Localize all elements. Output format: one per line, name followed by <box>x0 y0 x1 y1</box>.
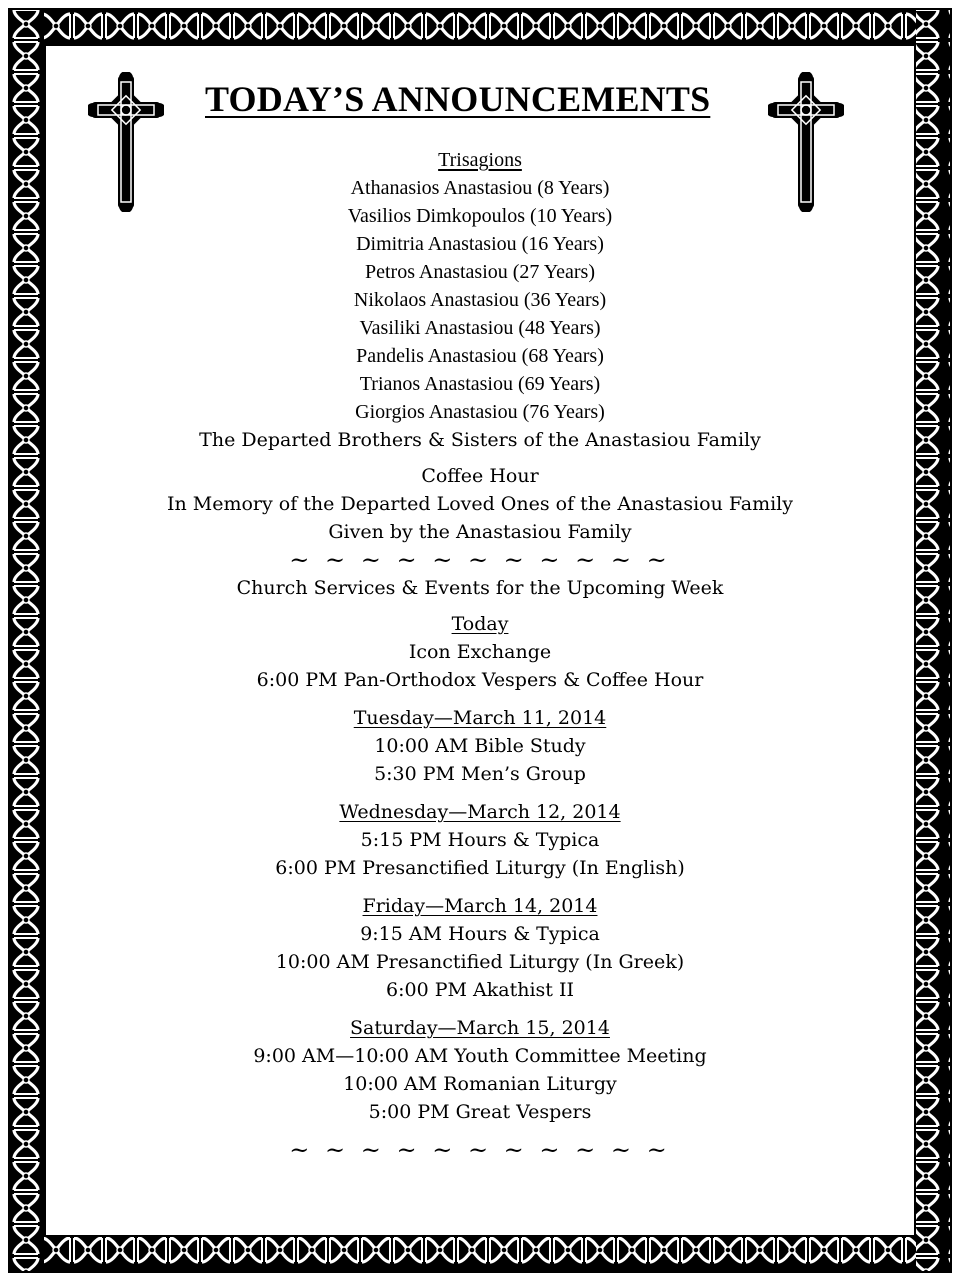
day-heading-wednesday: Wednesday—March 12, 2014 <box>339 801 621 823</box>
trisagion-name: Giorgios Anastasiou (76 Years) <box>355 401 605 423</box>
announcements-body <box>60 146 900 1164</box>
day-heading-saturday: Saturday—March 15, 2014 <box>350 1017 610 1039</box>
day-heading-today: Today <box>451 613 509 635</box>
event-line: 5:15 PM Hours & Typica <box>360 829 600 851</box>
trisagion-name: Dimitria Anastasiou (16 Years) <box>356 233 604 255</box>
coffee-hour-given-by: Given by the Anastasiou Family <box>328 521 632 543</box>
tilde-divider: ~ ~ ~ ~ ~ ~ ~ ~ ~ ~ ~ <box>289 1136 671 1164</box>
coffee-hour-memory: In Memory of the Departed Loved Ones of the Anastasiou Family <box>166 493 793 515</box>
tilde-divider: ~ ~ ~ ~ ~ ~ ~ ~ ~ ~ ~ <box>289 546 671 574</box>
event-line: 5:00 PM Great Vespers <box>368 1101 592 1123</box>
event-line: 9:00 AM—10:00 AM Youth Committee Meeting <box>253 1045 707 1067</box>
event-line: 6:00 PM Pan-Orthodox Vespers & Coffee Hour <box>256 669 704 691</box>
page-title: TODAY’S ANNOUNCEMENTS <box>205 79 711 119</box>
trisagion-name: Pandelis Anastasiou (68 Years) <box>356 345 604 367</box>
trisagion-name: Athanasios Anastasiou (8 Years) <box>350 177 610 199</box>
trisagions-heading: Trisagions <box>438 149 522 171</box>
event-line: 6:00 PM Akathist II <box>386 979 574 1001</box>
event-line: 10:00 AM Presanctified Liturgy (In Greek) <box>275 951 685 973</box>
trisagion-family-line: The Departed Brothers & Sisters of the Anastasiou Family <box>199 429 761 451</box>
trisagion-name: Vasilios Dimkopoulos (10 Years) <box>347 205 613 227</box>
day-heading-friday: Friday—March 14, 2014 <box>362 895 598 917</box>
event-line: 6:00 PM Presanctified Liturgy (In English) <box>275 857 685 879</box>
coffee-hour-heading: Coffee Hour <box>421 465 539 487</box>
trisagion-name: Nikolaos Anastasiou (36 Years) <box>353 289 607 311</box>
event-line: 10:00 AM Bible Study <box>374 735 586 757</box>
services-heading: Church Services & Events for the Upcoming Week <box>236 577 724 599</box>
trisagion-name: Petros Anastasiou (27 Years) <box>365 261 595 283</box>
day-heading-tuesday: Tuesday—March 11, 2014 <box>353 707 607 729</box>
trisagion-name: Vasiliki Anastasiou (48 Years) <box>359 317 601 339</box>
event-line: 5:30 PM Men’s Group <box>374 763 586 785</box>
event-line: Icon Exchange <box>408 641 552 663</box>
event-line: 10:00 AM Romanian Liturgy <box>343 1073 617 1095</box>
trisagion-name: Trianos Anastasiou (69 Years) <box>359 373 601 395</box>
event-line: 9:15 AM Hours & Typica <box>360 923 600 945</box>
